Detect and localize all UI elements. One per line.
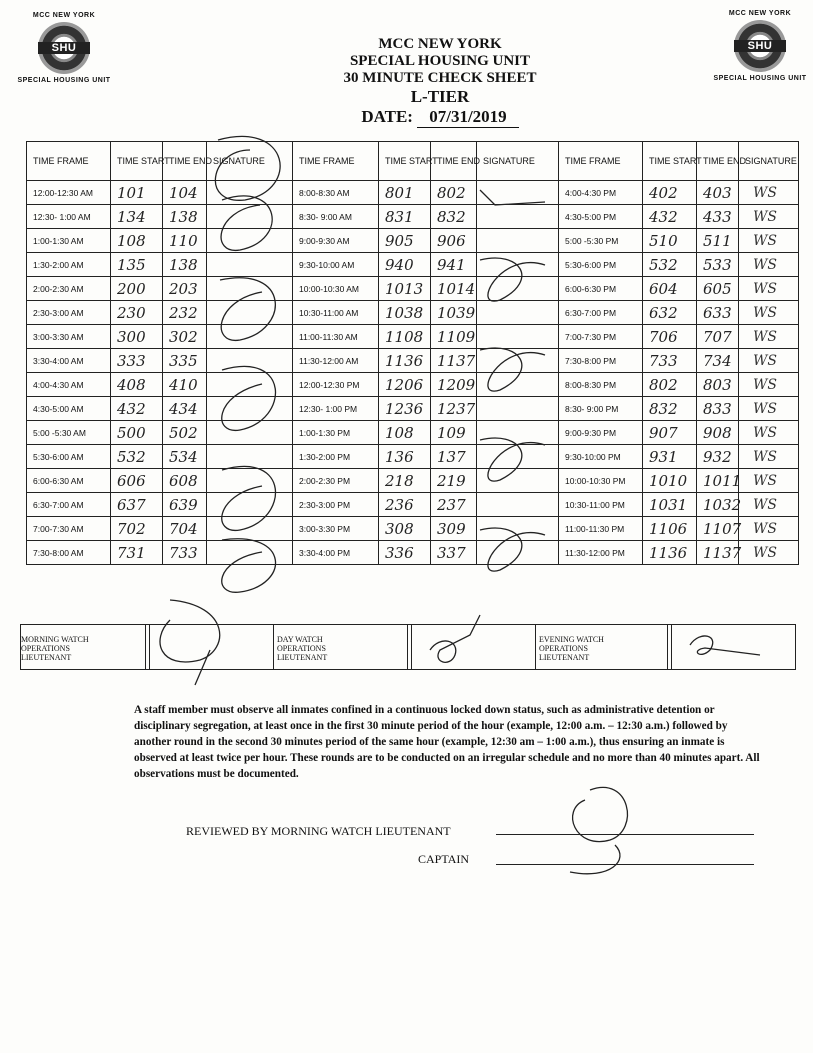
signature-cell[interactable] (477, 277, 559, 301)
signature-cell[interactable]: WS (739, 229, 799, 253)
time-start-cell[interactable]: 702 (111, 517, 163, 541)
time-start-cell[interactable]: 1136 (379, 349, 431, 373)
table-row (27, 373, 799, 397)
time-frame-cell: 10:30-11:00 AM (293, 301, 379, 325)
signature-cell[interactable] (207, 373, 293, 397)
time-start-cell[interactable]: 606 (111, 469, 163, 493)
time-frame-cell: 3:30-4:00 PM (293, 541, 379, 565)
policy-paragraph: A staff member must observe all inmates confined in a continuous locked down status, such as administrative detention or disciplinary segregation, at least once in the first 30 minute period of the hour (example, 12:00 a.m. – 12:30 a.m.) followed by another round in the second 30 minutes period of the same hour (example, 12:30 am – 1:00 a.m.), thus ensuring an inmate is observed at least twice per hour. These rounds are to be conducted on an irregular schedule and no more than 40 minutes apart. All observations must be documented. (134, 704, 760, 780)
date-value: 07/31/2019 (417, 107, 518, 128)
signature-cell[interactable] (477, 253, 559, 277)
table-row (27, 397, 799, 421)
column-header: SIGNATURE (207, 142, 293, 181)
time-end-cell[interactable]: 832 (431, 205, 477, 229)
signature-cell[interactable] (207, 349, 293, 373)
time-frame-cell: 8:30- 9:00 AM (293, 205, 379, 229)
time-end-cell[interactable]: 534 (163, 445, 207, 469)
signature-cell[interactable] (477, 469, 559, 493)
time-start-cell[interactable]: 336 (379, 541, 431, 565)
table-row (27, 181, 799, 205)
time-start-cell[interactable]: 733 (643, 349, 697, 373)
time-frame-cell: 5:30-6:00 PM (559, 253, 643, 277)
column-header: TIME FRAME (27, 142, 111, 181)
time-end-cell[interactable]: 337 (431, 541, 477, 565)
time-start-cell[interactable]: 532 (643, 253, 697, 277)
signature-cell[interactable] (207, 397, 293, 421)
signature-cell[interactable]: WS (739, 301, 799, 325)
column-header: TIME END (431, 142, 477, 181)
time-end-cell[interactable]: 511 (697, 229, 739, 253)
time-start-cell[interactable]: 300 (111, 325, 163, 349)
time-end-cell[interactable]: 137 (431, 445, 477, 469)
time-end-cell[interactable]: 941 (431, 253, 477, 277)
time-end-cell[interactable]: 302 (163, 325, 207, 349)
time-start-cell[interactable]: 801 (379, 181, 431, 205)
time-frame-cell: 12:30- 1:00 PM (293, 397, 379, 421)
table-row (27, 421, 799, 445)
time-frame-cell: 6:30-7:00 PM (559, 301, 643, 325)
time-frame-cell: 1:00-1:30 PM (293, 421, 379, 445)
time-frame-cell: 4:30-5:00 PM (559, 205, 643, 229)
time-frame-cell: 7:30-8:00 AM (27, 541, 111, 565)
signature-cell[interactable] (207, 253, 293, 277)
signature-cell[interactable] (477, 517, 559, 541)
time-end-cell[interactable]: 1107 (697, 517, 739, 541)
signature-cell[interactable]: WS (739, 205, 799, 229)
review-signature (570, 787, 627, 873)
reviewed-by-signature-line[interactable] (496, 834, 754, 835)
time-frame-cell: 7:30-8:00 PM (559, 349, 643, 373)
time-start-cell[interactable]: 408 (111, 373, 163, 397)
column-header: TIME FRAME (559, 142, 643, 181)
time-end-cell[interactable]: 138 (163, 253, 207, 277)
time-start-cell[interactable]: 637 (111, 493, 163, 517)
time-start-cell[interactable]: 940 (379, 253, 431, 277)
time-frame-cell: 8:00-8:30 PM (559, 373, 643, 397)
time-start-cell[interactable]: 432 (643, 205, 697, 229)
signature-cell[interactable]: WS (739, 541, 799, 565)
signature-cell[interactable] (207, 301, 293, 325)
signature-cell[interactable]: WS (739, 517, 799, 541)
column-header: SIGNATURE (739, 142, 799, 181)
signature-cell[interactable] (477, 445, 559, 469)
time-frame-cell: 3:30-4:00 AM (27, 349, 111, 373)
signature-cell[interactable]: WS (739, 445, 799, 469)
signature-cell[interactable] (207, 445, 293, 469)
time-end-cell[interactable]: 1209 (431, 373, 477, 397)
time-frame-cell: 11:30-12:00 AM (293, 349, 379, 373)
time-frame-cell: 12:00-12:30 AM (27, 181, 111, 205)
signature-cell[interactable] (477, 325, 559, 349)
time-start-cell[interactable]: 1013 (379, 277, 431, 301)
time-frame-cell: 4:00-4:30 AM (27, 373, 111, 397)
signature-cell[interactable]: WS (739, 421, 799, 445)
time-end-cell[interactable]: 707 (697, 325, 739, 349)
time-end-cell[interactable]: 803 (697, 373, 739, 397)
time-end-cell[interactable]: 605 (697, 277, 739, 301)
time-end-cell[interactable]: 833 (697, 397, 739, 421)
time-start-cell[interactable]: 218 (379, 469, 431, 493)
tier-label: L-TIER (410, 87, 470, 106)
signature-cell[interactable]: WS (739, 373, 799, 397)
time-end-cell[interactable]: 335 (163, 349, 207, 373)
signature-cell[interactable] (477, 397, 559, 421)
seal-center-text: SHU (38, 42, 90, 54)
signature-cell[interactable]: WS (739, 493, 799, 517)
column-header: TIME END (163, 142, 207, 181)
table-row (27, 229, 799, 253)
watch-signature-band (20, 624, 796, 670)
time-start-cell[interactable]: 136 (379, 445, 431, 469)
time-frame-cell: 6:00-6:30 AM (27, 469, 111, 493)
time-frame-cell: 10:00-10:30 PM (559, 469, 643, 493)
signature-cell[interactable] (207, 325, 293, 349)
time-frame-cell: 9:00-9:30 AM (293, 229, 379, 253)
time-end-cell[interactable]: 1109 (431, 325, 477, 349)
time-frame-cell: 11:00-11:30 PM (559, 517, 643, 541)
signature-cell[interactable] (477, 349, 559, 373)
signature-cell[interactable] (207, 421, 293, 445)
reviewed-by-label: REVIEWED BY MORNING WATCH LIEUTENANT (186, 824, 451, 838)
time-end-cell[interactable]: 1137 (697, 541, 739, 565)
column-header: TIME END (697, 142, 739, 181)
time-end-cell[interactable]: 908 (697, 421, 739, 445)
signature-cell[interactable]: WS (739, 349, 799, 373)
table-row (27, 325, 799, 349)
table-row (27, 517, 799, 541)
signature-cell[interactable]: WS (739, 325, 799, 349)
column-header: SIGNATURE (477, 142, 559, 181)
logo-left (14, 12, 114, 84)
time-frame-cell: 11:30-12:00 PM (559, 541, 643, 565)
time-frame-cell: 12:00-12:30 PM (293, 373, 379, 397)
time-end-cell[interactable]: 232 (163, 301, 207, 325)
time-end-cell[interactable]: 1014 (431, 277, 477, 301)
time-end-cell[interactable]: 906 (431, 229, 477, 253)
time-frame-cell: 1:00-1:30 AM (27, 229, 111, 253)
time-frame-cell: 3:00-3:30 AM (27, 325, 111, 349)
time-start-cell[interactable]: 1106 (643, 517, 697, 541)
time-end-cell[interactable]: 110 (163, 229, 207, 253)
signature-cell[interactable]: WS (739, 397, 799, 421)
signature-cell[interactable]: WS (739, 277, 799, 301)
time-start-cell[interactable]: 1031 (643, 493, 697, 517)
time-end-cell[interactable]: 219 (431, 469, 477, 493)
time-frame-cell: 10:30-11:00 PM (559, 493, 643, 517)
time-end-cell[interactable]: 109 (431, 421, 477, 445)
time-start-cell[interactable]: 905 (379, 229, 431, 253)
time-start-cell[interactable]: 832 (643, 397, 697, 421)
table-row (27, 277, 799, 301)
time-end-cell[interactable]: 1137 (431, 349, 477, 373)
time-frame-cell: 2:00-2:30 PM (293, 469, 379, 493)
time-frame-cell: 2:00-2:30 AM (27, 277, 111, 301)
time-start-cell[interactable]: 333 (111, 349, 163, 373)
time-start-cell[interactable]: 200 (111, 277, 163, 301)
time-start-cell[interactable]: 604 (643, 277, 697, 301)
captain-label: CAPTAIN (418, 852, 470, 866)
time-end-cell[interactable]: 237 (431, 493, 477, 517)
signature-cell[interactable] (477, 301, 559, 325)
logo-right (710, 10, 810, 82)
signature-cell[interactable]: WS (739, 181, 799, 205)
time-frame-cell: 9:00-9:30 PM (559, 421, 643, 445)
table-row (27, 469, 799, 493)
time-start-cell[interactable]: 108 (111, 229, 163, 253)
time-start-cell[interactable]: 402 (643, 181, 697, 205)
signature-cell[interactable] (207, 541, 293, 565)
time-end-cell[interactable]: 1039 (431, 301, 477, 325)
signature-cell[interactable] (477, 421, 559, 445)
time-start-cell[interactable]: 108 (379, 421, 431, 445)
signature-cell[interactable] (477, 373, 559, 397)
time-frame-cell: 2:30-3:00 AM (27, 301, 111, 325)
table-row (27, 445, 799, 469)
time-end-cell[interactable]: 734 (697, 349, 739, 373)
time-frame-cell: 11:00-11:30 AM (293, 325, 379, 349)
time-frame-cell: 9:30-10:00 AM (293, 253, 379, 277)
time-start-cell[interactable]: 831 (379, 205, 431, 229)
column-header: TIME START (643, 142, 697, 181)
signature-cell[interactable] (477, 205, 559, 229)
time-start-cell[interactable]: 510 (643, 229, 697, 253)
time-start-cell[interactable]: 632 (643, 301, 697, 325)
header-line2: SPECIAL HOUSING UNIT (349, 53, 531, 69)
date-row (300, 107, 580, 128)
signature-cell[interactable] (207, 493, 293, 517)
time-end-cell[interactable]: 410 (163, 373, 207, 397)
time-end-cell[interactable]: 433 (697, 205, 739, 229)
time-end-cell[interactable]: 633 (697, 301, 739, 325)
time-frame-cell: 4:30-5:00 AM (27, 397, 111, 421)
time-frame-cell: 5:00 -5:30 AM (27, 421, 111, 445)
signature-cell[interactable] (207, 277, 293, 301)
time-frame-cell: 5:30-6:00 AM (27, 445, 111, 469)
table-row (27, 253, 799, 277)
time-end-cell[interactable]: 704 (163, 517, 207, 541)
time-end-cell[interactable]: 203 (163, 277, 207, 301)
time-end-cell[interactable]: 533 (697, 253, 739, 277)
time-end-cell[interactable]: 502 (163, 421, 207, 445)
logo-bottom-text: SPECIAL HOUSING UNIT (17, 77, 111, 84)
time-frame-cell: 4:00-4:30 PM (559, 181, 643, 205)
signature-cell[interactable] (207, 181, 293, 205)
time-start-cell[interactable]: 1206 (379, 373, 431, 397)
time-start-cell[interactable]: 802 (643, 373, 697, 397)
table-row (27, 541, 799, 565)
time-start-cell[interactable]: 432 (111, 397, 163, 421)
date-label: DATE: (361, 107, 413, 126)
time-start-cell[interactable]: 931 (643, 445, 697, 469)
signature-cell[interactable] (207, 469, 293, 493)
signature-cell[interactable] (207, 229, 293, 253)
time-end-cell[interactable]: 802 (431, 181, 477, 205)
time-start-cell[interactable]: 1236 (379, 397, 431, 421)
time-end-cell[interactable]: 733 (163, 541, 207, 565)
time-frame-cell: 1:30-2:00 PM (293, 445, 379, 469)
time-frame-cell: 1:30-2:00 AM (27, 253, 111, 277)
time-end-cell[interactable]: 104 (163, 181, 207, 205)
signature-cell[interactable]: WS (739, 469, 799, 493)
seal-center-text: SHU (734, 40, 786, 52)
check-sheet-table (26, 141, 799, 565)
time-end-cell[interactable]: 1032 (697, 493, 739, 517)
time-end-cell[interactable]: 1237 (431, 397, 477, 421)
time-start-cell[interactable]: 230 (111, 301, 163, 325)
column-header: TIME FRAME (293, 142, 379, 181)
time-frame-cell: 8:30- 9:00 PM (559, 397, 643, 421)
time-end-cell[interactable]: 403 (697, 181, 739, 205)
table-header-row (27, 142, 799, 181)
time-start-cell[interactable]: 101 (111, 181, 163, 205)
time-start-cell[interactable]: 308 (379, 517, 431, 541)
time-end-cell[interactable]: 1011 (697, 469, 739, 493)
time-frame-cell: 3:00-3:30 PM (293, 517, 379, 541)
logo-bottom-text: SPECIAL HOUSING UNIT (713, 75, 807, 82)
column-header: TIME START (111, 142, 163, 181)
time-start-cell[interactable]: 134 (111, 205, 163, 229)
captain-signature-line[interactable] (496, 864, 754, 865)
time-start-cell[interactable]: 1136 (643, 541, 697, 565)
time-frame-cell: 10:00-10:30 AM (293, 277, 379, 301)
time-frame-cell: 2:30-3:00 PM (293, 493, 379, 517)
signature-cell[interactable] (477, 229, 559, 253)
header-line3: 30 MINUTE CHECK SHEET (343, 70, 537, 86)
time-start-cell[interactable]: 706 (643, 325, 697, 349)
time-frame-cell: 9:30-10:00 PM (559, 445, 643, 469)
header-line1: MCC NEW YORK (378, 36, 502, 52)
signature-cell[interactable] (207, 205, 293, 229)
table-row (27, 301, 799, 325)
signature-cell[interactable] (477, 181, 559, 205)
time-start-cell[interactable]: 532 (111, 445, 163, 469)
header (300, 36, 580, 128)
time-end-cell[interactable]: 639 (163, 493, 207, 517)
time-frame-cell: 7:00-7:30 PM (559, 325, 643, 349)
time-end-cell[interactable]: 932 (697, 445, 739, 469)
time-start-cell[interactable]: 135 (111, 253, 163, 277)
signature-cell[interactable] (207, 517, 293, 541)
logo-top-text: MCC NEW YORK (32, 12, 96, 19)
table-row (27, 205, 799, 229)
time-start-cell[interactable]: 907 (643, 421, 697, 445)
morning-watch-label: MORNING WATCH OPERATIONS LIEUTENANT (21, 635, 89, 662)
time-end-cell[interactable]: 138 (163, 205, 207, 229)
time-start-cell[interactable]: 1038 (379, 301, 431, 325)
seal-icon (38, 22, 90, 74)
time-frame-cell: 7:00-7:30 AM (27, 517, 111, 541)
column-header: TIME START (379, 142, 431, 181)
signature-cell[interactable] (477, 493, 559, 517)
time-frame-cell: 6:30-7:00 AM (27, 493, 111, 517)
time-frame-cell: 12:30- 1:00 AM (27, 205, 111, 229)
time-end-cell[interactable]: 434 (163, 397, 207, 421)
evening-watch-label: EVENING WATCH OPERATIONS LIEUTENANT (539, 635, 604, 662)
time-end-cell[interactable]: 608 (163, 469, 207, 493)
signature-cell[interactable]: WS (739, 253, 799, 277)
time-frame-cell: 8:00-8:30 AM (293, 181, 379, 205)
day-watch-label: DAY WATCH OPERATIONS LIEUTENANT (277, 635, 328, 662)
table-row (27, 349, 799, 373)
table-row (27, 493, 799, 517)
time-end-cell[interactable]: 309 (431, 517, 477, 541)
time-start-cell[interactable]: 500 (111, 421, 163, 445)
time-frame-cell: 5:00 -5:30 PM (559, 229, 643, 253)
seal-icon (734, 20, 786, 72)
time-start-cell[interactable]: 236 (379, 493, 431, 517)
time-start-cell[interactable]: 1010 (643, 469, 697, 493)
time-start-cell[interactable]: 731 (111, 541, 163, 565)
time-start-cell[interactable]: 1108 (379, 325, 431, 349)
time-frame-cell: 6:00-6:30 PM (559, 277, 643, 301)
signature-cell[interactable] (477, 541, 559, 565)
logo-top-text: MCC NEW YORK (728, 10, 792, 17)
